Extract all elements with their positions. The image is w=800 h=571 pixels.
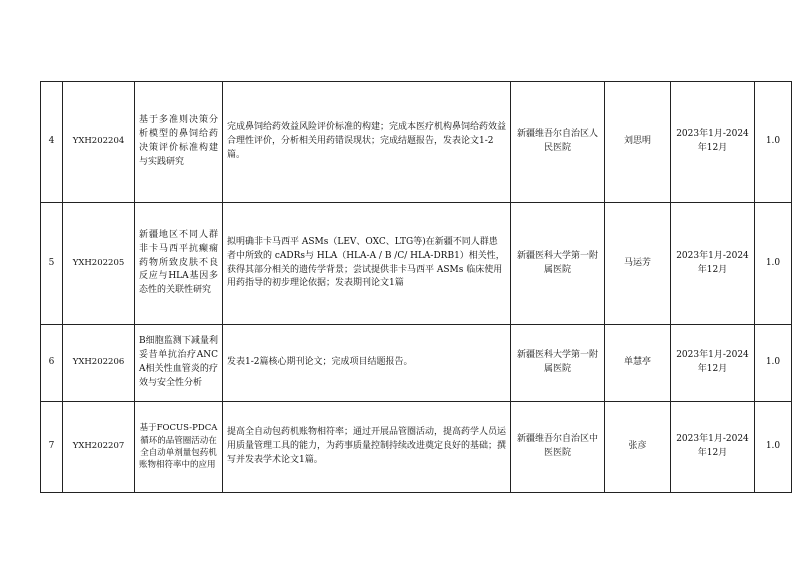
project-content: 拟明确非卡马西平 ASMs（LEV、OXC、LTG等)在新疆不同人群患者中所致的 cADRs与 HLA（HLA-A / B /C/ HLA-DRB1）相关性，获得其部分相关的遗传学背景；尝试提供非卡马西平 ASMs 临床使用用药指导的初步理论依据；发表期刊论文1篇 bbox=[223, 203, 511, 325]
project-title: B细胞监测下减量利妥昔单抗治疗ANCA相关性血管炎的疗效与安全性分析 bbox=[135, 325, 223, 402]
table-row bbox=[41, 402, 792, 493]
project-organization: 新疆医科大学第一附属医院 bbox=[511, 203, 605, 325]
table-row bbox=[41, 82, 792, 203]
project-title: 基于多准则决策分析模型的鼻饲给药决策评价标准构建与实践研究 bbox=[135, 82, 223, 203]
project-leader: 单慧亭 bbox=[605, 325, 671, 402]
project-leader: 马运芳 bbox=[605, 203, 671, 325]
project-table bbox=[40, 81, 792, 493]
row-index: 6 bbox=[41, 325, 63, 402]
project-period: 2023年1月-2024年12月 bbox=[671, 402, 755, 493]
project-leader: 刘思明 bbox=[605, 82, 671, 203]
project-title: 新疆地区不同人群非卡马西平抗癫痫药物所致皮肤不良反应与HLA基因多态性的关联性研究 bbox=[135, 203, 223, 325]
project-content: 完成鼻饲给药效益风险评价标准的构建；完成本医疗机构鼻饲给药效益合理性评价，分析相关用药错误现状；完成结题报告，发表论文1-2篇。 bbox=[223, 82, 511, 203]
table-row bbox=[41, 325, 792, 402]
row-index: 5 bbox=[41, 203, 63, 325]
project-period: 2023年1月-2024年12月 bbox=[671, 82, 755, 203]
project-organization: 新疆维吾尔自治区人民医院 bbox=[511, 82, 605, 203]
project-content: 提高全自动包药机账物相符率；通过开展品管圈活动，提高药学人员运用质量管理工具的能力，为药事质量控制持续改进奠定良好的基础；撰写并发表学术论文1篇。 bbox=[223, 402, 511, 493]
project-funds: 1.0 bbox=[755, 402, 792, 493]
project-title: 基于FOCUS-PDCA循环的品管圈活动在全自动单剂量包药机账物相符率中的应用 bbox=[135, 402, 223, 493]
project-period: 2023年1月-2024年12月 bbox=[671, 203, 755, 325]
project-code: YXH202204 bbox=[63, 82, 135, 203]
project-organization: 新疆维吾尔自治区中医医院 bbox=[511, 402, 605, 493]
project-funds: 1.0 bbox=[755, 82, 792, 203]
project-organization: 新疆医科大学第一附属医院 bbox=[511, 325, 605, 402]
project-code: YXH202206 bbox=[63, 325, 135, 402]
project-leader: 张彦 bbox=[605, 402, 671, 493]
project-funds: 1.0 bbox=[755, 203, 792, 325]
project-code: YXH202205 bbox=[63, 203, 135, 325]
table-row bbox=[41, 203, 792, 325]
row-index: 4 bbox=[41, 82, 63, 203]
project-content: 发表1-2篇核心期刊论文；完成项目结题报告。 bbox=[223, 325, 511, 402]
project-code: YXH202207 bbox=[63, 402, 135, 493]
project-funds: 1.0 bbox=[755, 325, 792, 402]
project-period: 2023年1月-2024年12月 bbox=[671, 325, 755, 402]
row-index: 7 bbox=[41, 402, 63, 493]
